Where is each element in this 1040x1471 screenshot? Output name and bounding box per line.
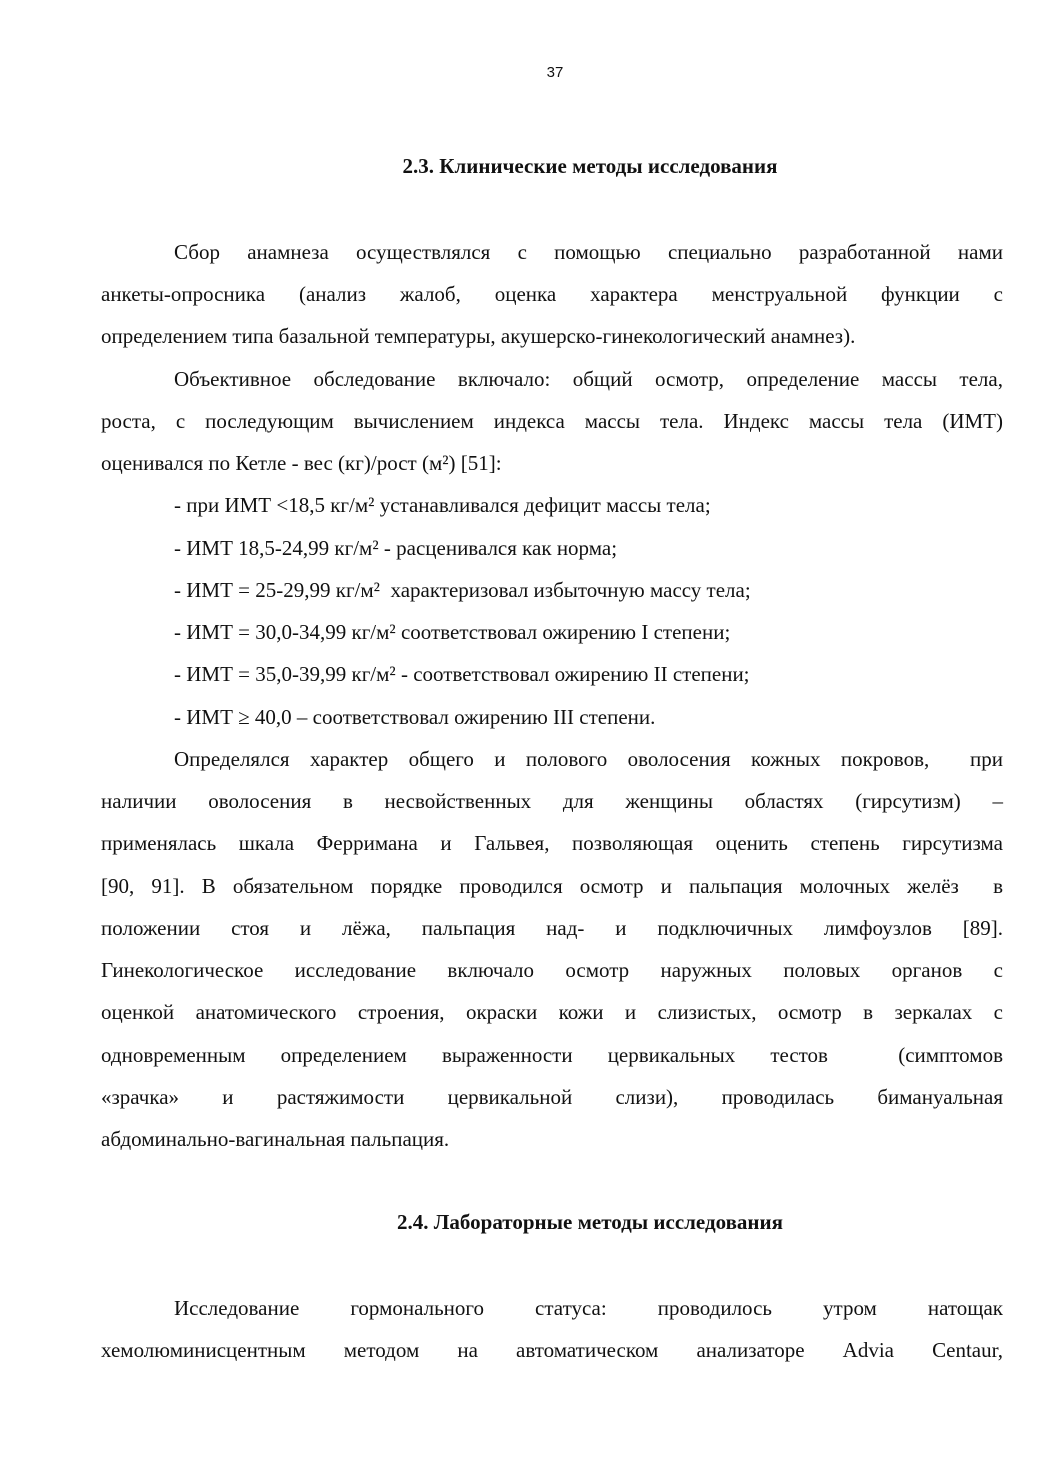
text-line: абдоминально-вагинальная пальпация. [101,1127,450,1151]
text-line: Исследование гормонального статуса: проводилось утром натощак [174,1296,1003,1320]
text-line: роста, с последующим вычислением индекса массы тела. Индекс массы тела (ИМТ) [101,409,1003,433]
list-item: - ИМТ = 30,0-34,99 кг/м² соответствовал ожирению I степени; [174,620,731,644]
text-line: Гинекологическое исследование включало осмотр наружных половых органов с [101,958,1003,982]
text-line: оценкой анатомического строения, окраски кожи и слизистых, осмотр в зеркалах с [101,1000,1003,1024]
text-line: положении стоя и лёжа, пальпация над- и подключичных лимфоузлов [89]. [101,916,1003,940]
section-heading-2-3: 2.3. Клинические методы исследования [402,154,778,178]
list-item: - при ИМТ <18,5 кг/м² устанавливался дефицит массы тела; [174,493,711,517]
text-line: Сбор анамнеза осуществлялся с помощью специально разработанной нами [174,240,1003,264]
text-line: одновременным определением выраженности цервикальных тестов (симптомов [101,1043,1003,1067]
list-item: - ИМТ ≥ 40,0 – соответствовал ожирению III степени. [174,705,656,729]
text-line: анкеты-опросника (анализ жалоб, оценка характера менструальной функции с [101,282,1003,306]
text-line: Определялся характер общего и полового оволосения кожных покровов, при [174,747,1003,771]
list-item: - ИМТ = 25-29,99 кг/м² характеризовал избыточную массу тела; [174,578,751,602]
text-line: Объективное обследование включало: общий осмотр, определение массы тела, [174,367,1003,391]
text-line: наличии оволосения в несвойственных для женщины областях (гирсутизм) – [101,789,1003,813]
text-line: оценивался по Кетле - вес (кг)/рост (м²) [51]: [101,451,502,475]
page-number: 37 [546,64,564,81]
text-line: определением типа базальной температуры, акушерско-гинекологический анамнез). [101,324,856,348]
text-line: хемолюминисцентным методом на автоматическом анализаторе Advia Centaur, [101,1338,1003,1362]
section-heading-2-4: 2.4. Лабораторные методы исследования [397,1210,783,1234]
text-line: «зрачка» и растяжимости цервикальной слизи), проводилась бимануальная [101,1085,1003,1109]
text-line: [90, 91]. В обязательном порядке проводился осмотр и пальпация молочных желёз в [101,874,1003,898]
text-line: применялась шкала Ферримана и Гальвея, позволяющая оценить степень гирсутизма [101,831,1003,855]
list-item: - ИМТ = 35,0-39,99 кг/м² - соответствовал ожирению II степени; [174,662,750,686]
list-item: - ИМТ 18,5-24,99 кг/м² - расценивался как норма; [174,536,618,560]
